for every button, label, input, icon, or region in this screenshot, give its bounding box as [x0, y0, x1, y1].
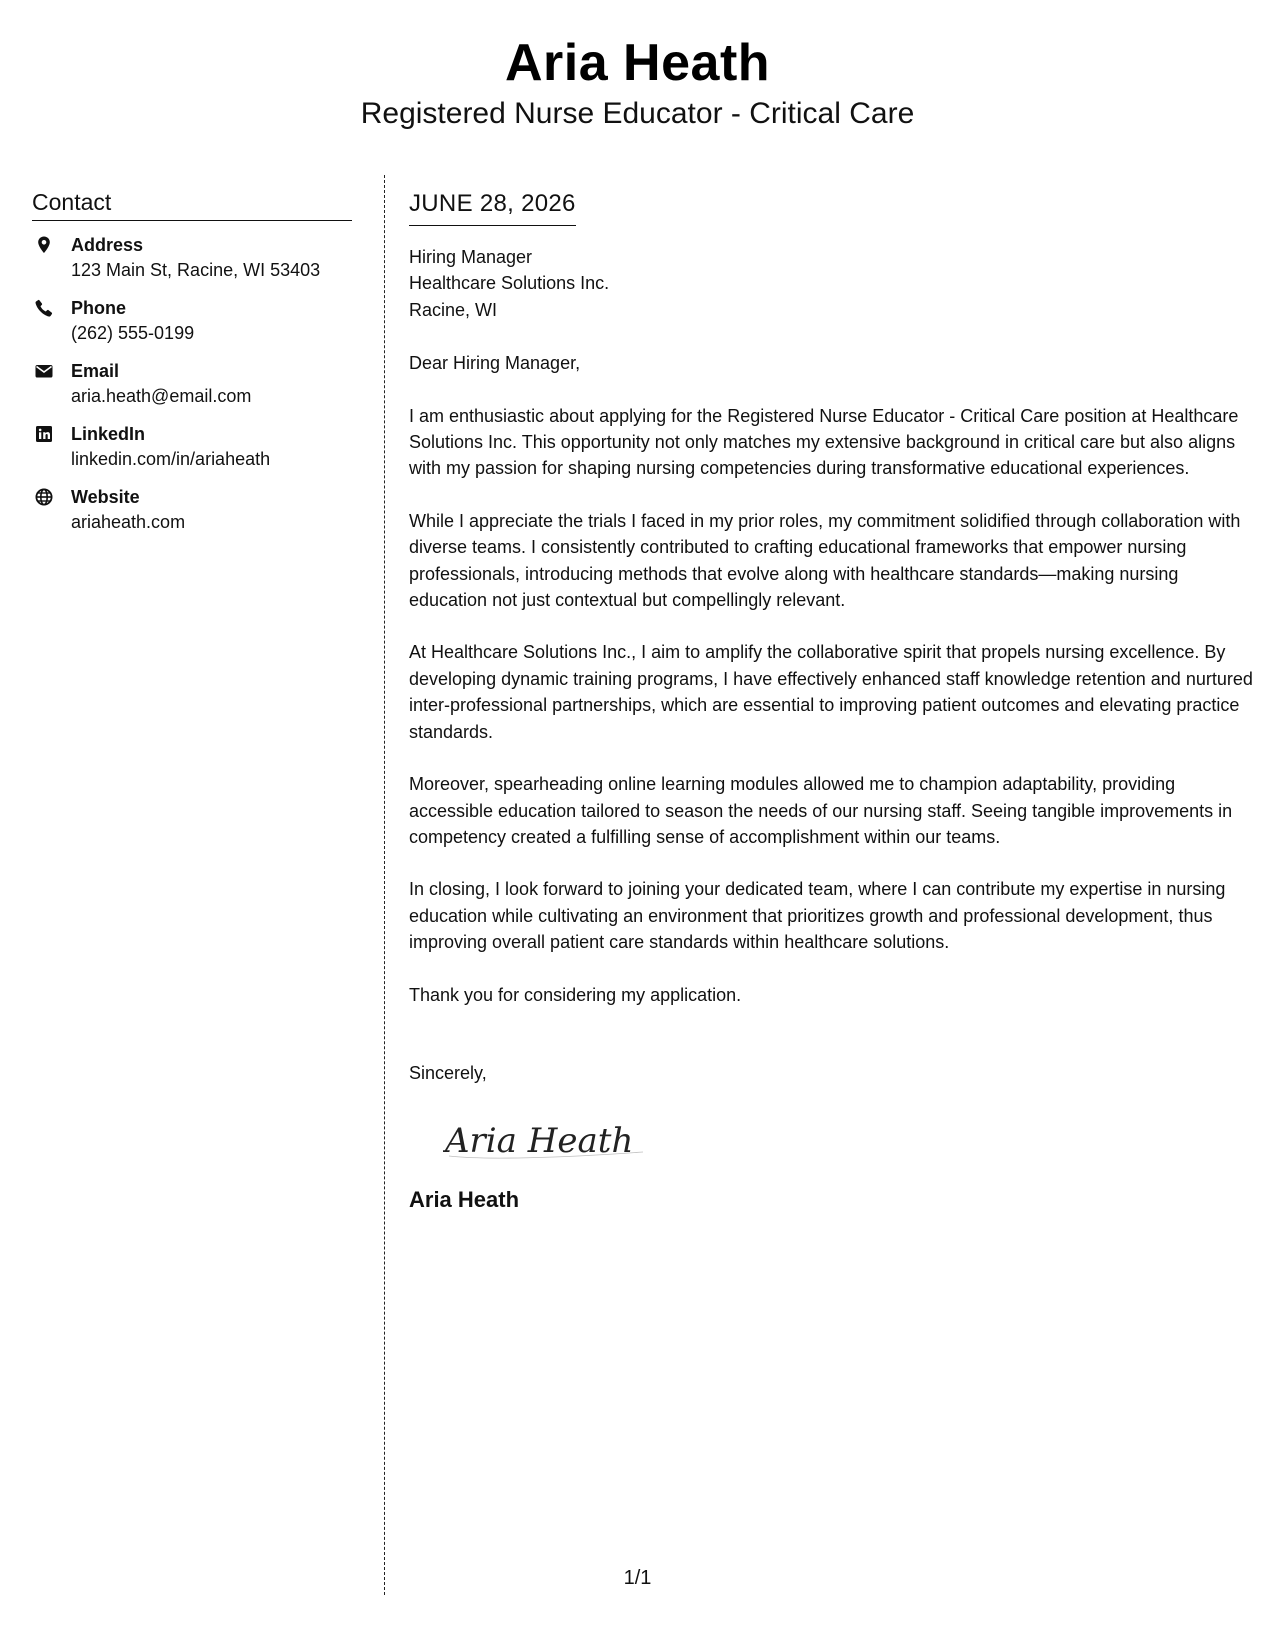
website-value[interactable]: ariaheath.com: [71, 512, 186, 532]
contact-label: Phone: [71, 298, 127, 318]
applicant-name: Aria Heath: [504, 34, 771, 92]
recipient-title: Hiring Manager: [409, 247, 533, 267]
letter-body: [409, 189, 1254, 1214]
signoff: Sincerely,: [409, 1062, 487, 1083]
contact-label: Address: [71, 235, 144, 255]
contact-item-linkedin: [32, 422, 352, 472]
contact-heading: Contact: [32, 187, 352, 221]
email-value[interactable]: aria.heath@email.com: [71, 386, 252, 406]
letter-date: JUNE 28, 2026: [409, 190, 576, 217]
body-paragraph: Moreover, spearheading online learning modules allowed me to champion adaptability, providing accessible education tailored to season the needs of our nursing staff. Seeing tangible improvements in competency created a fulfilling sense of accomplishment within our teams.: [409, 774, 1233, 847]
body-paragraph: I am enthusiastic about applying for the Registered Nurse Educator - Critical Care position at Healthcare Solutions Inc. This opportunity not only matches my extensive background in critical care but also aligns with my passion for shaping nursing competencies during transformative educational experiences.: [409, 405, 1239, 479]
handwritten-signature: [443, 1108, 1254, 1170]
recipient-company: Healthcare Solutions Inc.: [409, 273, 610, 294]
recipient-block: [409, 244, 1254, 323]
job-title: Registered Nurse Educator - Critical Care: [360, 97, 915, 130]
contact-label: LinkedIn: [71, 424, 146, 444]
globe-icon: [34, 487, 54, 507]
phone-value: (262) 555-0199: [71, 323, 195, 343]
contact-item-address: [32, 233, 352, 283]
contact-label: Email: [71, 361, 120, 381]
resume-header: [0, 30, 1275, 132]
letter-date-block: [409, 189, 576, 226]
body-paragraph: In closing, I look forward to joining your dedicated team, where I can contribute my expertise in nursing education while cultivating an environment that prioritizes growth and professional development, thus improving overall patient care standards within healthcare solutions.: [409, 879, 1226, 953]
page-number: 1/1: [623, 1567, 652, 1589]
linkedin-icon: [34, 424, 54, 444]
contact-sidebar: [32, 187, 352, 548]
signer-name: Aria Heath: [409, 1187, 520, 1213]
column-divider: [384, 175, 385, 1595]
contact-label: Website: [71, 487, 140, 507]
contact-item-phone: [32, 296, 352, 346]
body-paragraph: At Healthcare Solutions Inc., I aim to amplify the collaborative spirit that propels nursing excellence. By developing dynamic training programs, I have effectively enhanced staff knowledge retention and nurtured inter-professional partnerships, which are essential to improving patient outcomes and elevating practice standards.: [409, 642, 1253, 742]
linkedin-value[interactable]: linkedin.com/in/ariaheath: [71, 449, 271, 469]
address-value: 123 Main St, Racine, WI 53403: [71, 260, 321, 280]
contact-item-website: [32, 485, 352, 535]
salutation: Dear Hiring Manager,: [409, 353, 581, 374]
contact-item-email: [32, 359, 352, 409]
phone-icon: [34, 298, 54, 318]
envelope-icon: [34, 361, 54, 381]
location-pin-icon: [34, 235, 54, 255]
body-paragraph: While I appreciate the trials I faced in my prior roles, my commitment solidified through collaboration with diverse teams. I consistently contributed to crafting educational frameworks that empower nursing professionals, introducing methods that evolve along with healthcare standards—making nursing education not just contextual but compellingly relevant.: [409, 510, 1241, 611]
signature-text: Aria Heath: [445, 1121, 634, 1162]
recipient-location: Racine, WI: [409, 299, 498, 320]
closing-line: Thank you for considering my application.: [409, 984, 742, 1005]
